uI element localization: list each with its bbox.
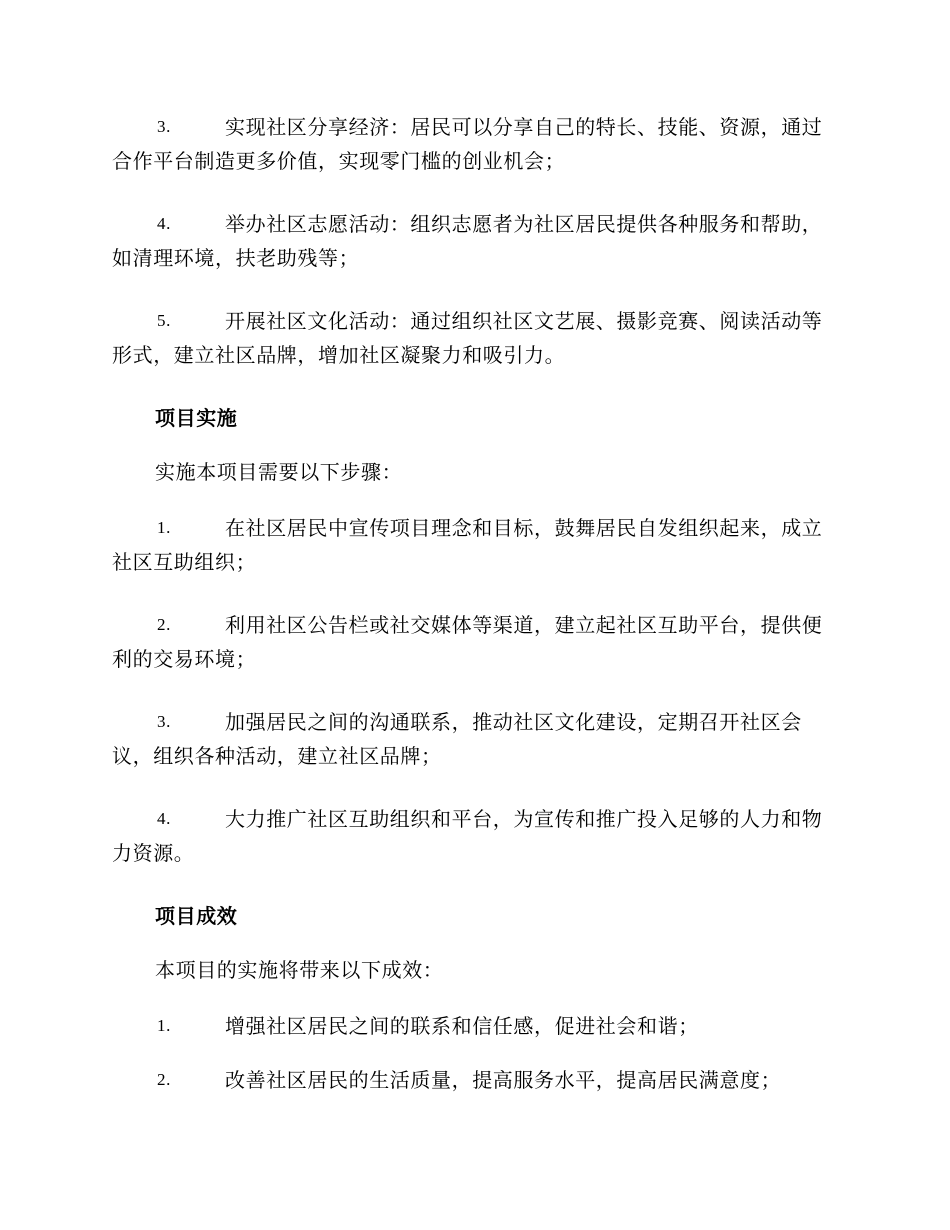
list-text: 改善社区居民的生活质量，提高服务水平，提高居民满意度；	[225, 1068, 782, 1092]
list-text: 利用社区公告栏或社交媒体等渠道，建立起社区互助平台，提供便利的交易环境；	[112, 613, 823, 671]
list-number: 3.	[157, 712, 171, 731]
list-number: 4.	[157, 214, 171, 233]
list-number: 2.	[157, 615, 171, 634]
list-item	[112, 608, 837, 676]
list-text: 举办社区志愿活动：组织志愿者为社区居民提供各种服务和帮助，如清理环境，扶老助残等；	[112, 212, 823, 270]
results-intro: 本项目的实施将带来以下成效：	[155, 958, 444, 982]
list-item	[112, 802, 837, 870]
implementation-intro: 实施本项目需要以下步骤：	[155, 460, 403, 484]
list-item	[112, 110, 837, 178]
list-number: 4.	[157, 809, 171, 828]
list-text: 在社区居民中宣传项目理念和目标，鼓舞居民自发组织起来，成立社区互助组织；	[112, 516, 823, 574]
list-text: 大力推广社区互助组织和平台，为宣传和推广投入足够的人力和物力资源。	[112, 807, 823, 865]
list-text: 实现社区分享经济：居民可以分享自己的特长、技能、资源，通过合作平台制造更多价值，实现零门槛的创业机会；	[112, 115, 823, 173]
list-number: 3.	[157, 117, 171, 136]
list-item	[112, 705, 837, 773]
list-item	[112, 511, 837, 579]
section-heading-implementation: 项目实施	[155, 406, 238, 430]
list-text: 开展社区文化活动：通过组织社区文艺展、摄影竞赛、阅读活动等形式，建立社区品牌，增加社区凝聚力和吸引力。	[112, 309, 823, 367]
list-number: 2.	[157, 1070, 171, 1089]
list-item	[112, 207, 837, 275]
list-text: 增强社区居民之间的联系和信任感，促进社会和谐；	[225, 1014, 699, 1038]
list-item	[112, 1063, 837, 1097]
list-number: 5.	[157, 311, 171, 330]
list-item	[112, 304, 837, 372]
list-number: 1.	[157, 1016, 171, 1035]
list-number: 1.	[157, 518, 171, 537]
list-item	[112, 1009, 837, 1043]
section-heading-results: 项目成效	[155, 904, 238, 928]
list-text: 加强居民之间的沟通联系，推动社区文化建设，定期召开社区会议，组织各种活动，建立社区品牌；	[112, 710, 802, 768]
